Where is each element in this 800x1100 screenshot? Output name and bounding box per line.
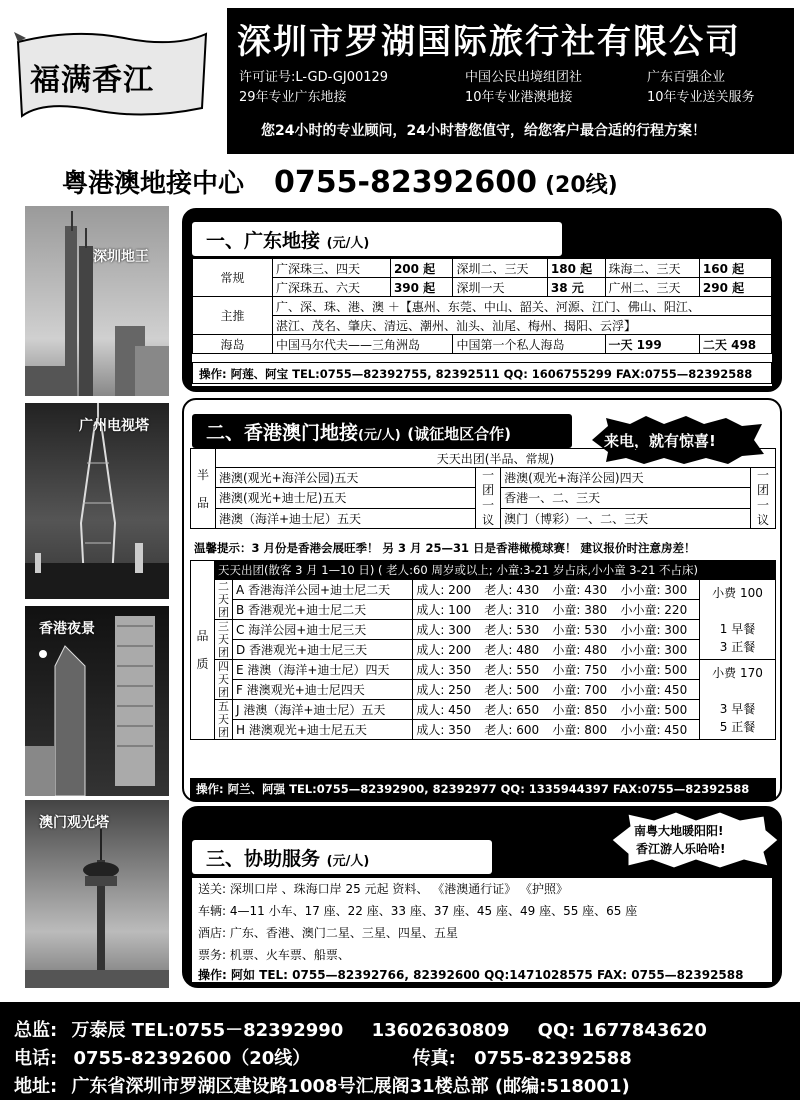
senior-price: 老人: 650 bbox=[481, 700, 549, 720]
table-row bbox=[193, 278, 772, 297]
infant-price: 小小童: 220 bbox=[617, 600, 699, 620]
table-row bbox=[191, 561, 776, 580]
service-line: 送关: 深圳口岸 、珠海口岸 25 元起 资料、 《港澳通行证》 《护照》 bbox=[198, 882, 569, 896]
infant-price: 小小童: 500 bbox=[617, 700, 699, 720]
senior-price: 老人: 430 bbox=[481, 580, 549, 600]
section-guangdong bbox=[182, 208, 782, 392]
group-label: 五天团 bbox=[215, 700, 233, 740]
table-row bbox=[191, 700, 776, 720]
header-feature: 10年专业送关服务 bbox=[647, 90, 755, 105]
center-lines: (20线) bbox=[544, 173, 618, 198]
company-name: 深圳市罗湖国际旅行社有限公司 bbox=[237, 22, 741, 62]
adult-price: 成人: 100 bbox=[413, 600, 482, 620]
group-label: 三天团 bbox=[215, 620, 233, 660]
route-cell: 港澳(观光+海洋公园)四天 bbox=[501, 468, 751, 488]
promo-line: 香江游人乐哈哈! bbox=[636, 842, 726, 856]
operator-contact: 操作: 阿兰、阿强 TEL:0755—82392900, 82392977 QQ: 1335944397 FAX:0755—82392588 bbox=[190, 778, 776, 800]
photo-caption: 广州电视塔 bbox=[79, 418, 149, 434]
footer-address: 地址: 广东省深圳市罗湖区建设路1008号汇展阁31楼总部 (邮编:518001) bbox=[14, 1076, 630, 1097]
table-row bbox=[191, 720, 776, 740]
adult-price: 成人: 250 bbox=[413, 680, 482, 700]
photo-hongkong bbox=[25, 606, 169, 796]
header-slogan: 您24小时的专业顾问，24小时替您值守，给您客户最合适的行程方案！ bbox=[261, 123, 706, 139]
tip-text: 温馨提示：3 月份是香港会展旺季！ 另 3 月 25—31 日是香港橄榄球赛！ 建议报价时注意房差！ bbox=[194, 541, 696, 555]
adult-price: 成人: 450 bbox=[413, 700, 482, 720]
price-cell: 一天 199 bbox=[605, 335, 699, 354]
tour-name: A 香港海洋公园+迪士尼二天 bbox=[233, 580, 413, 600]
tour-name: E 港澳（海洋+迪士尼）四天 bbox=[233, 660, 413, 680]
adult-price: 成人: 350 bbox=[413, 720, 482, 740]
photo-macau bbox=[25, 800, 169, 988]
child-price: 小童: 850 bbox=[549, 700, 617, 720]
table-row bbox=[193, 335, 772, 354]
row-label: 常规 bbox=[193, 259, 273, 297]
tour-name: D 香港观光+迪士尼三天 bbox=[233, 640, 413, 660]
table-row bbox=[193, 259, 772, 278]
table-row bbox=[191, 468, 776, 488]
photo-caption: 香港夜景 bbox=[39, 621, 95, 637]
tour-name: J 港澳（海洋+迪士尼）五天 bbox=[233, 700, 413, 720]
child-price: 小童: 380 bbox=[549, 600, 617, 620]
service-line: 酒店: 广东、香港、澳门二星、三星、四星、五星 bbox=[198, 926, 458, 940]
section-title: 三、协助服务 (元/人) bbox=[206, 848, 370, 870]
section-title-bar bbox=[192, 414, 572, 448]
price-cell: 38 元 bbox=[547, 278, 605, 297]
infant-price: 小小童: 450 bbox=[617, 720, 699, 740]
header-feature: 29年专业广东地接 bbox=[239, 90, 347, 105]
route-cell: 广深珠五、六天 bbox=[273, 278, 391, 297]
tip-meal-cell: 小费 100 1 早餐 3 正餐 bbox=[700, 580, 776, 660]
tour-name: C 海洋公园+迪士尼三天 bbox=[233, 620, 413, 640]
header-feature: 中国公民出境组团社 bbox=[465, 70, 583, 85]
negotiable-label: 一团一议 bbox=[750, 468, 775, 529]
table-row bbox=[191, 640, 776, 660]
group-label: 四天团 bbox=[215, 660, 233, 700]
row-label: 主推 bbox=[193, 297, 273, 335]
row-label: 品质 bbox=[191, 561, 215, 740]
table-row bbox=[193, 297, 772, 316]
quality-tour-table bbox=[190, 560, 776, 740]
group-label: 二天团 bbox=[215, 580, 233, 620]
table-row bbox=[193, 316, 772, 335]
infant-price: 小小童: 300 bbox=[617, 620, 699, 640]
service-line: 票务: 机票、火车票、船票、 bbox=[198, 948, 350, 962]
footer-phone-fax: 电话: 0755-82392600（20线） 传真: 0755-82392588 bbox=[14, 1048, 632, 1069]
child-price: 小童: 800 bbox=[549, 720, 617, 740]
route-cell: 深圳一天 bbox=[453, 278, 547, 297]
child-price: 小童: 750 bbox=[549, 660, 617, 680]
route-cell: 香港一、二、三天 bbox=[501, 488, 751, 508]
infant-price: 小小童: 300 bbox=[617, 640, 699, 660]
price-cell: 180 起 bbox=[547, 259, 605, 278]
center-phone[interactable]: 0755-82392600 bbox=[274, 165, 537, 200]
senior-price: 老人: 530 bbox=[481, 620, 549, 640]
section-title: 一、广东地接 (元/人) bbox=[206, 230, 370, 252]
table-row bbox=[191, 580, 776, 600]
tour-name: B 香港观光+迪士尼二天 bbox=[233, 600, 413, 620]
brand-flag-text: 福满香江 bbox=[30, 63, 154, 98]
tip-meal-cell: 小费 170 3 早餐 5 正餐 bbox=[700, 660, 776, 740]
promo-cell: 湛江、茂名、肇庆、清远、潮州、汕头、汕尾、梅州、揭阳、云浮】 bbox=[273, 316, 772, 335]
section-title-bar bbox=[192, 222, 562, 256]
section-services bbox=[182, 806, 782, 988]
route-cell: 深圳二、三天 bbox=[453, 259, 547, 278]
senior-price: 老人: 600 bbox=[481, 720, 549, 740]
quality-header: 天天出团(散客 3 月 1—10 日) ( 老人:60 周岁或以上; 小童:3-21 岁占床,小小童 3-21 不占床) bbox=[215, 561, 776, 580]
center-hotline bbox=[62, 163, 618, 200]
photo-caption: 澳门观光塔 bbox=[39, 815, 109, 831]
section-title-bar bbox=[192, 840, 492, 874]
infant-price: 小小童: 500 bbox=[617, 660, 699, 680]
table-row bbox=[191, 620, 776, 640]
skyscraper-image bbox=[25, 206, 169, 396]
section-title: 二、香港澳门地接(元/人) (诚征地区合作) bbox=[206, 422, 511, 444]
child-price: 小童: 480 bbox=[549, 640, 617, 660]
footer-contact bbox=[0, 1002, 800, 1100]
header-feature: 广东百强企业 bbox=[647, 70, 726, 85]
adult-price: 成人: 300 bbox=[413, 620, 482, 640]
table-row bbox=[191, 680, 776, 700]
operator-contact: 操作: 阿如 TEL: 0755—82392766, 82392600 QQ:1471028575 FAX: 0755—82392588 bbox=[198, 968, 744, 982]
child-price: 小童: 430 bbox=[549, 580, 617, 600]
senior-price: 老人: 500 bbox=[481, 680, 549, 700]
senior-price: 老人: 480 bbox=[481, 640, 549, 660]
row-label: 半品 bbox=[191, 449, 216, 529]
operator-contact: 操作: 阿莲、阿宝 TEL:0755—82392755, 82392511 QQ: 1606755299 FAX:0755—82392588 bbox=[192, 362, 772, 384]
header-feature: 10年专业港澳地接 bbox=[465, 90, 573, 105]
license-number: 许可证号:L-GD-GJ00129 bbox=[239, 70, 389, 85]
guangdong-price-table bbox=[192, 258, 772, 354]
photo-shenzhen bbox=[25, 206, 169, 396]
photo-caption: 深圳地王 bbox=[93, 249, 149, 265]
company-header bbox=[227, 8, 794, 154]
route-cell: 珠海二、三天 bbox=[605, 259, 699, 278]
promo-line: 南粤大地暖阳阳! bbox=[634, 824, 724, 838]
adult-price: 成人: 200 bbox=[413, 640, 482, 660]
route-cell: 港澳(观光+海洋公园)五天 bbox=[215, 468, 475, 488]
negotiable-label: 一团一议 bbox=[476, 468, 501, 529]
promo-cell: 广、深、珠、港、澳 ＋【惠州、东莞、中山、韶关、河源、江门、佛山、阳江、 bbox=[273, 297, 772, 316]
price-cell: 200 起 bbox=[390, 259, 453, 278]
infant-price: 小小童: 450 bbox=[617, 680, 699, 700]
island-cell: 中国第一个私人海岛 bbox=[453, 335, 605, 354]
price-cell: 390 起 bbox=[390, 278, 453, 297]
route-cell: 广州二、三天 bbox=[605, 278, 699, 297]
center-label: 粤港澳地接中心 bbox=[62, 169, 245, 199]
senior-price: 老人: 550 bbox=[481, 660, 549, 680]
surprise-text: 来电，就有惊喜! bbox=[604, 432, 716, 450]
price-cell: 二天 498 bbox=[699, 335, 771, 354]
table-row bbox=[191, 600, 776, 620]
child-price: 小童: 700 bbox=[549, 680, 617, 700]
route-cell: 港澳(观光+迪士尼)五天 bbox=[215, 488, 475, 508]
half-product-table bbox=[190, 448, 776, 529]
service-line: 车辆: 4—11 小车、17 座、22 座、33 座、37 座、45 座、49 座、55 座、65 座 bbox=[198, 904, 638, 918]
child-price: 小童: 530 bbox=[549, 620, 617, 640]
photo-guangzhou bbox=[25, 403, 169, 599]
island-cell: 中国马尔代夫——三角洲岛 bbox=[273, 335, 453, 354]
price-cell: 160 起 bbox=[699, 259, 771, 278]
adult-price: 成人: 350 bbox=[413, 660, 482, 680]
daily-header: 天天出团(半品、常规) bbox=[215, 449, 775, 468]
route-cell: 港澳（海洋+迪士尼）五天 bbox=[215, 508, 475, 528]
tour-name: F 港澳观光+迪士尼四天 bbox=[233, 680, 413, 700]
table-row bbox=[191, 660, 776, 680]
adult-price: 成人: 200 bbox=[413, 580, 482, 600]
infant-price: 小小童: 300 bbox=[617, 580, 699, 600]
senior-price: 老人: 310 bbox=[481, 600, 549, 620]
price-cell: 290 起 bbox=[699, 278, 771, 297]
section-hk-macau bbox=[182, 398, 782, 802]
route-cell: 澳门（博彩）一、二、三天 bbox=[501, 508, 751, 528]
tour-name: H 港澳观光+迪士尼五天 bbox=[233, 720, 413, 740]
row-label: 海岛 bbox=[193, 335, 273, 354]
footer-director: 总监: 万泰辰 TEL:0755－82392990 13602630809 QQ: 1677843620 bbox=[14, 1020, 707, 1041]
table-row bbox=[191, 449, 776, 468]
route-cell: 广深珠三、四天 bbox=[273, 259, 391, 278]
